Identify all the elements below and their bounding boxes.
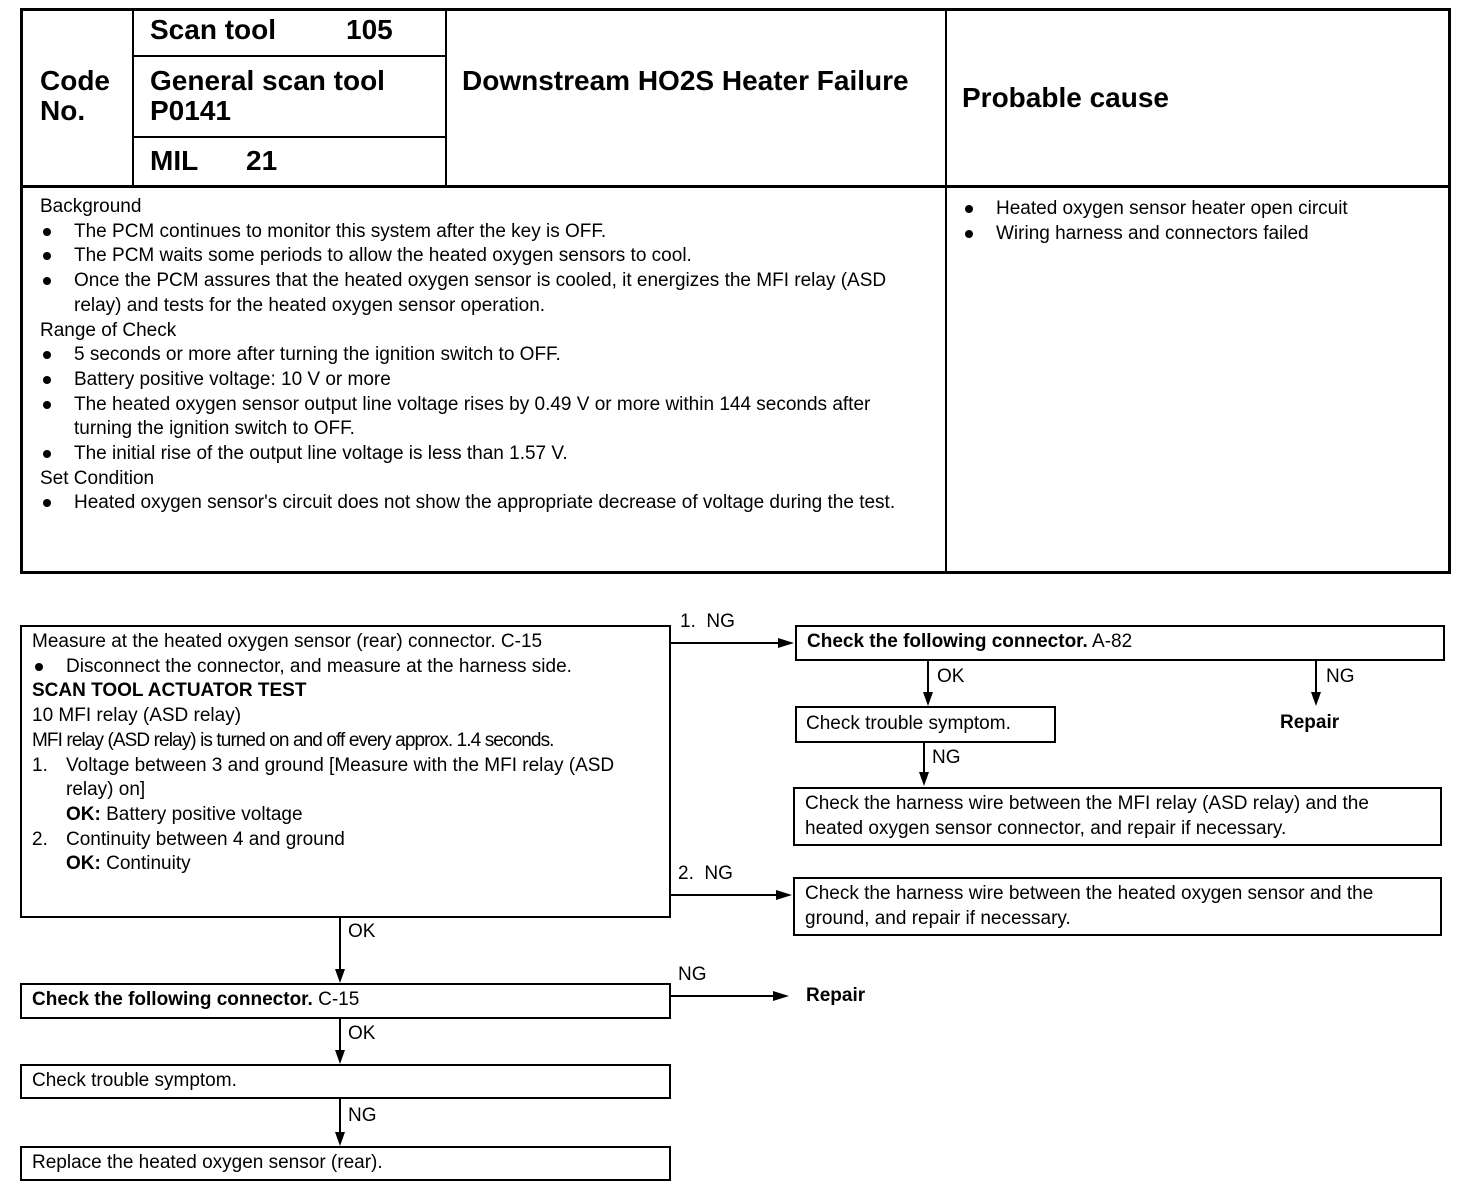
range-item: The initial rise of the output line voltage is less than 1.57 V.: [40, 442, 930, 467]
ok-label: OK:: [66, 853, 101, 875]
check-symptom-text: Check trouble symptom.: [806, 713, 1011, 734]
details-section: [40, 195, 930, 516]
table-divider: [132, 136, 446, 138]
check-connector-c15-box: [20, 983, 671, 1019]
scan-tool-value: 105: [346, 14, 393, 45]
actuator-heading: SCAN TOOL ACTUATOR TEST: [32, 680, 307, 702]
actuator-item: 10 MFI relay (ASD relay): [32, 705, 242, 727]
arrow-down-icon: [919, 772, 929, 786]
connector-code: C-15: [318, 989, 360, 1010]
background-item: The PCM waits some periods to allow the heated oxygen sensors to cool.: [40, 244, 930, 269]
ng-label: NG: [932, 747, 961, 768]
arrow-right-icon: [773, 991, 789, 1001]
check-trouble-symptom-box: [795, 706, 1056, 743]
arrow-down-icon: [923, 692, 933, 706]
table-divider: [945, 8, 947, 574]
background-item: Once the PCM assures that the heated oxygen sensor is cooled, it energizes the MFI relay (ASD relay) and tests for the heated oxygen sensor operation.: [40, 269, 930, 318]
arrow-line: [927, 661, 929, 693]
ok-label: OK: [937, 666, 965, 687]
range-item: Battery positive voltage: 10 V or more: [40, 368, 930, 393]
measure-connector-box: [20, 625, 671, 918]
ok-value: Continuity: [106, 853, 191, 875]
range-item: 5 seconds or more after turning the ignition switch to OFF.: [40, 343, 930, 368]
arrow-down-icon: [335, 969, 345, 983]
range-item: The heated oxygen sensor output line voltage rises by 0.49 V or more within 144 seconds after turning the ignition switch to OFF.: [40, 393, 930, 442]
step-2: [32, 828, 659, 853]
general-scan-tool-label: General scan tool: [150, 65, 385, 96]
table-divider: [20, 185, 1451, 188]
table-divider: [132, 8, 134, 187]
table-divider: [132, 55, 446, 57]
ok-label: OK: [348, 921, 376, 942]
arrow-line: [339, 1019, 341, 1051]
arrow-line: [339, 918, 341, 970]
background-item: The PCM continues to monitor this system after the key is OFF.: [40, 220, 930, 245]
arrow-line: [923, 743, 925, 773]
probable-cause-label: Probable cause: [962, 82, 1169, 113]
connector-label: Check the following connector.: [32, 989, 313, 1010]
measure-line: Measure at the heated oxygen sensor (rear) connector. C-15: [32, 631, 543, 652]
arrow-down-icon: [1311, 692, 1321, 706]
step-2-ok: [32, 852, 659, 877]
connector-label: Check the following connector.: [807, 631, 1088, 652]
ok-label: OK:: [66, 803, 101, 825]
set-heading: Set Condition: [40, 467, 155, 489]
repair-label: Repair: [1280, 712, 1340, 733]
check-trouble-symptom-box: [20, 1064, 671, 1099]
scan-tool-label: Scan tool: [150, 14, 277, 45]
connector-code: A-82: [1092, 631, 1133, 652]
repair-label: Repair: [806, 985, 866, 1006]
ng2-label: 2. NG: [678, 863, 733, 884]
harness-mfi-text: Check the harness wire between the MFI relay (ASD relay) and the heated oxygen sensor connector, and repair if necessary.: [805, 793, 1369, 839]
mil-value: 21: [246, 145, 278, 176]
arrow-down-icon: [335, 1050, 345, 1064]
replace-sensor-box: [20, 1146, 671, 1181]
page-title: Downstream HO2S Heater Failure: [462, 65, 909, 96]
ng1-label: 1. NG: [680, 611, 735, 632]
range-heading: Range of Check: [40, 319, 177, 341]
check-harness-mfi-box: [793, 787, 1442, 846]
ok-value: Battery positive voltage: [106, 803, 303, 825]
mil-label: MIL: [150, 145, 199, 176]
background-heading: Background: [40, 196, 142, 217]
probable-cause-item: Wiring harness and connectors failed: [962, 222, 1432, 247]
code-label: Code No.: [40, 65, 110, 126]
arrow-line: [339, 1099, 341, 1133]
step-number: 1.: [32, 754, 48, 776]
ng-label: NG: [348, 1105, 377, 1126]
step-1: [32, 754, 659, 803]
step-number: 2.: [32, 828, 48, 850]
check-connector-a82-box: [795, 625, 1445, 661]
ng-label: NG: [678, 964, 707, 985]
replace-text: Replace the heated oxygen sensor (rear).: [32, 1152, 383, 1173]
actuator-note: MFI relay (ASD relay) is turned on and off every approx. 1.4 seconds.: [32, 729, 554, 751]
ng-label: NG: [1326, 666, 1355, 687]
measure-bullet: Disconnect the connector, and measure at the harness side.: [32, 655, 659, 680]
general-scan-tool-value: P0141: [150, 95, 231, 126]
probable-causes: [962, 197, 1432, 246]
arrow-down-icon: [335, 1132, 345, 1146]
step-text: Continuity between 4 and ground: [66, 828, 345, 850]
arrow-line: [1315, 661, 1317, 693]
check-harness-ground-box: [793, 877, 1442, 936]
arrow-line: [670, 894, 778, 896]
table-divider: [445, 8, 447, 187]
ok-label: OK: [348, 1023, 376, 1044]
arrow-right-icon: [776, 890, 792, 900]
step-1-ok: [32, 803, 659, 828]
step-text: Voltage between 3 and ground [Measure with the MFI relay (ASD relay) on]: [66, 754, 615, 801]
arrow-right-icon: [778, 638, 794, 648]
arrow-line: [670, 995, 775, 997]
set-item: Heated oxygen sensor's circuit does not show the appropriate decrease of voltage during the test.: [40, 491, 930, 516]
harness-ground-text: Check the harness wire between the heated oxygen sensor and the ground, and repair if necessary.: [805, 883, 1374, 929]
arrow-line: [670, 642, 780, 644]
probable-cause-item: Heated oxygen sensor heater open circuit: [962, 197, 1432, 222]
check-symptom-text: Check trouble symptom.: [32, 1070, 237, 1091]
